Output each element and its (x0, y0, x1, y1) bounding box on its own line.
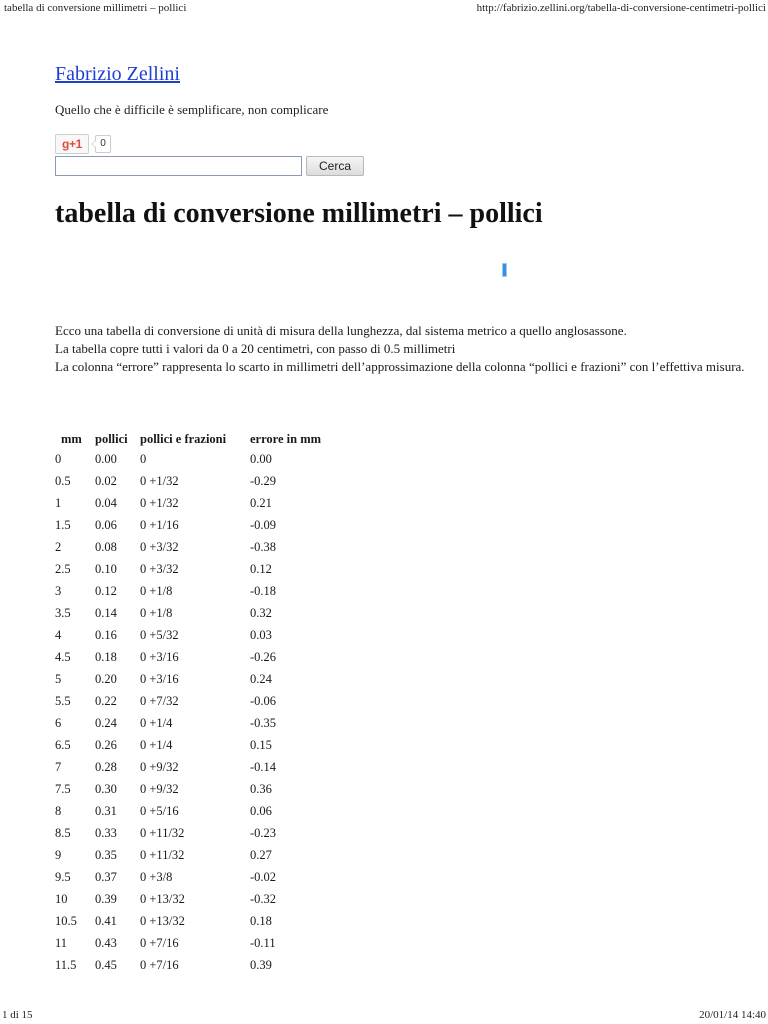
cell-pollici: 0.24 (95, 716, 117, 730)
cell-errore: 0.00 (250, 452, 272, 466)
cell-frazioni: 0 +5/32 (140, 628, 179, 642)
cell-mm: 0.5 (55, 474, 71, 488)
conversion-table-wrap (55, 432, 360, 980)
cell-pollici: 0.31 (95, 804, 117, 818)
cell-frazioni: 0 +13/32 (140, 892, 185, 906)
cell-pollici: 0.18 (95, 650, 117, 664)
cell-pollici: 0.02 (95, 474, 117, 488)
cell-errore: 0.36 (250, 782, 272, 796)
cell-errore: 0.06 (250, 804, 272, 818)
cell-errore: 0.32 (250, 606, 272, 620)
cell-mm: 10.5 (55, 914, 77, 928)
print-header-title: tabella di conversione millimetri – pollici (4, 2, 187, 14)
cell-mm: 1 (55, 496, 62, 510)
cell-pollici: 0.35 (95, 848, 117, 862)
search-button[interactable]: Cerca (306, 156, 364, 176)
cell-mm: 4.5 (55, 650, 71, 664)
table-header-row (55, 432, 360, 452)
table-row (55, 672, 360, 694)
cell-frazioni: 0 +9/32 (140, 760, 179, 774)
broken-image-icon (502, 263, 507, 277)
intro-paragraph: Ecco una tabella di conversione di unità di misura della lunghezza, dal sistema metrico a quello anglosassone. (55, 323, 627, 338)
cell-mm: 5.5 (55, 694, 71, 708)
cell-frazioni: 0 +1/16 (140, 518, 179, 532)
print-footer (0, 1007, 768, 1023)
table-row (55, 848, 360, 870)
cell-mm: 3.5 (55, 606, 71, 620)
table-row (55, 782, 360, 804)
table-row (55, 496, 360, 518)
cell-errore: -0.23 (250, 826, 277, 840)
cell-pollici: 0.14 (95, 606, 117, 620)
cell-frazioni: 0 +9/32 (140, 782, 179, 796)
cell-frazioni: 0 +1/32 (140, 496, 179, 510)
cell-errore: -0.26 (250, 650, 277, 664)
cell-pollici: 0.39 (95, 892, 117, 906)
cell-frazioni: 0 +7/32 (140, 694, 179, 708)
cell-pollici: 0.37 (95, 870, 117, 884)
social-share-row (55, 134, 745, 154)
page-content (55, 58, 745, 972)
cell-errore: -0.32 (250, 892, 277, 906)
table-row (55, 540, 360, 562)
cell-errore: 0.27 (250, 848, 272, 862)
column-header-pollici: pollici (95, 432, 128, 446)
cell-errore: -0.11 (250, 936, 276, 950)
print-page-number: 1 di 15 (2, 1009, 33, 1021)
cell-mm: 10 (55, 892, 68, 906)
cell-frazioni: 0 +3/32 (140, 562, 179, 576)
cell-frazioni: 0 +1/8 (140, 584, 173, 598)
cell-errore: 0.15 (250, 738, 272, 752)
cell-pollici: 0.22 (95, 694, 117, 708)
cell-mm: 11 (55, 936, 68, 950)
cell-frazioni: 0 +7/16 (140, 958, 179, 972)
google-plus-one-button[interactable] (55, 134, 89, 154)
cell-errore: -0.02 (250, 870, 277, 884)
table-row (55, 452, 360, 474)
table-row (55, 584, 360, 606)
table-row (55, 936, 360, 958)
cell-pollici: 0.26 (95, 738, 117, 752)
table-row (55, 716, 360, 738)
cell-frazioni: 0 (140, 452, 147, 466)
cell-mm: 0 (55, 452, 62, 466)
print-header (0, 0, 768, 16)
cell-frazioni: 0 +1/8 (140, 606, 173, 620)
cell-frazioni: 0 +5/16 (140, 804, 179, 818)
cell-frazioni: 0 +11/32 (140, 848, 185, 862)
cell-pollici: 0.10 (95, 562, 117, 576)
cell-mm: 2 (55, 540, 62, 554)
intro-paragraph: La tabella copre tutti i valori da 0 a 20 centimetri, con passo di 0.5 millimetri (55, 341, 456, 356)
cell-pollici: 0.16 (95, 628, 117, 642)
cell-errore: 0.03 (250, 628, 272, 642)
cell-pollici: 0.06 (95, 518, 117, 532)
cell-errore: 0.12 (250, 562, 272, 576)
table-row (55, 870, 360, 892)
site-tagline: Quello che è difficile è semplificare, non complicare (55, 102, 329, 117)
google-plus-count: 0 (95, 135, 111, 153)
table-row (55, 562, 360, 584)
cell-errore: 0.24 (250, 672, 272, 686)
table-row (55, 826, 360, 848)
column-header-frazioni: pollici e frazioni (140, 432, 227, 446)
cell-errore: -0.06 (250, 694, 277, 708)
cell-pollici: 0.28 (95, 760, 117, 774)
cell-mm: 3 (55, 584, 62, 598)
cell-mm: 5 (55, 672, 62, 686)
cell-errore: -0.35 (250, 716, 277, 730)
print-header-url: http://fabrizio.zellini.org/tabella-di-conversione-centimetri-pollici (476, 2, 766, 14)
cell-mm: 1.5 (55, 518, 71, 532)
cell-mm: 11.5 (55, 958, 77, 972)
cell-errore: 0.18 (250, 914, 272, 928)
table-row (55, 694, 360, 716)
intro-paragraph: La colonna “errore” rappresenta lo scarto in millimetri dell’approssimazione della colonna “pollici e frazioni” con l’effettiva misura. (55, 359, 745, 374)
table-row (55, 474, 360, 496)
table-row (55, 650, 360, 672)
search-form (55, 156, 745, 176)
cell-mm: 7 (55, 760, 62, 774)
cell-pollici: 0.08 (95, 540, 117, 554)
cell-mm: 2.5 (55, 562, 71, 576)
cell-frazioni: 0 +11/32 (140, 826, 185, 840)
cell-pollici: 0.20 (95, 672, 117, 686)
column-header-mm: mm (61, 432, 82, 446)
cell-frazioni: 0 +13/32 (140, 914, 185, 928)
table-row (55, 804, 360, 826)
cell-frazioni: 0 +3/32 (140, 540, 179, 554)
cell-pollici: 0.45 (95, 958, 117, 972)
post-intro (55, 322, 745, 376)
cell-pollici: 0.30 (95, 782, 117, 796)
print-datetime: 20/01/14 14:40 (699, 1009, 766, 1021)
cell-frazioni: 0 +1/4 (140, 738, 173, 752)
table-row (55, 958, 360, 980)
table-body (55, 452, 360, 980)
cell-mm: 7.5 (55, 782, 71, 796)
search-input[interactable] (55, 156, 302, 176)
cell-errore: -0.14 (250, 760, 277, 774)
cell-frazioni: 0 +3/16 (140, 672, 179, 686)
cell-errore: 0.39 (250, 958, 272, 972)
cell-errore: -0.29 (250, 474, 277, 488)
table-row (55, 518, 360, 540)
cell-mm: 6.5 (55, 738, 71, 752)
cell-mm: 9 (55, 848, 62, 862)
cell-pollici: 0.43 (95, 936, 117, 950)
cell-frazioni: 0 +3/8 (140, 870, 173, 884)
cell-pollici: 0.41 (95, 914, 117, 928)
cell-frazioni: 0 +1/32 (140, 474, 179, 488)
cell-errore: -0.09 (250, 518, 277, 532)
table-row (55, 892, 360, 914)
table-row (55, 760, 360, 782)
cell-errore: -0.18 (250, 584, 277, 598)
cell-frazioni: 0 +3/16 (140, 650, 179, 664)
table-row (55, 914, 360, 936)
cell-mm: 9.5 (55, 870, 71, 884)
site-title-link[interactable]: Fabrizio Zellini (55, 63, 180, 85)
cell-errore: 0.21 (250, 496, 272, 510)
table-row (55, 738, 360, 760)
cell-frazioni: 0 +1/4 (140, 716, 173, 730)
cell-errore: -0.38 (250, 540, 277, 554)
cell-pollici: 0.12 (95, 584, 117, 598)
google-plus-icon: g+1 (61, 137, 83, 151)
cell-mm: 4 (55, 628, 62, 642)
column-header-errore: errore in mm (250, 432, 322, 446)
conversion-table (55, 432, 360, 980)
table-row (55, 606, 360, 628)
table-row (55, 628, 360, 650)
post-title: tabella di conversione millimetri – pollici (55, 198, 543, 229)
cell-mm: 6 (55, 716, 62, 730)
cell-pollici: 0.33 (95, 826, 117, 840)
cell-frazioni: 0 +7/16 (140, 936, 179, 950)
cell-pollici: 0.00 (95, 452, 117, 466)
cell-mm: 8.5 (55, 826, 71, 840)
cell-mm: 8 (55, 804, 62, 818)
cell-pollici: 0.04 (95, 496, 117, 510)
